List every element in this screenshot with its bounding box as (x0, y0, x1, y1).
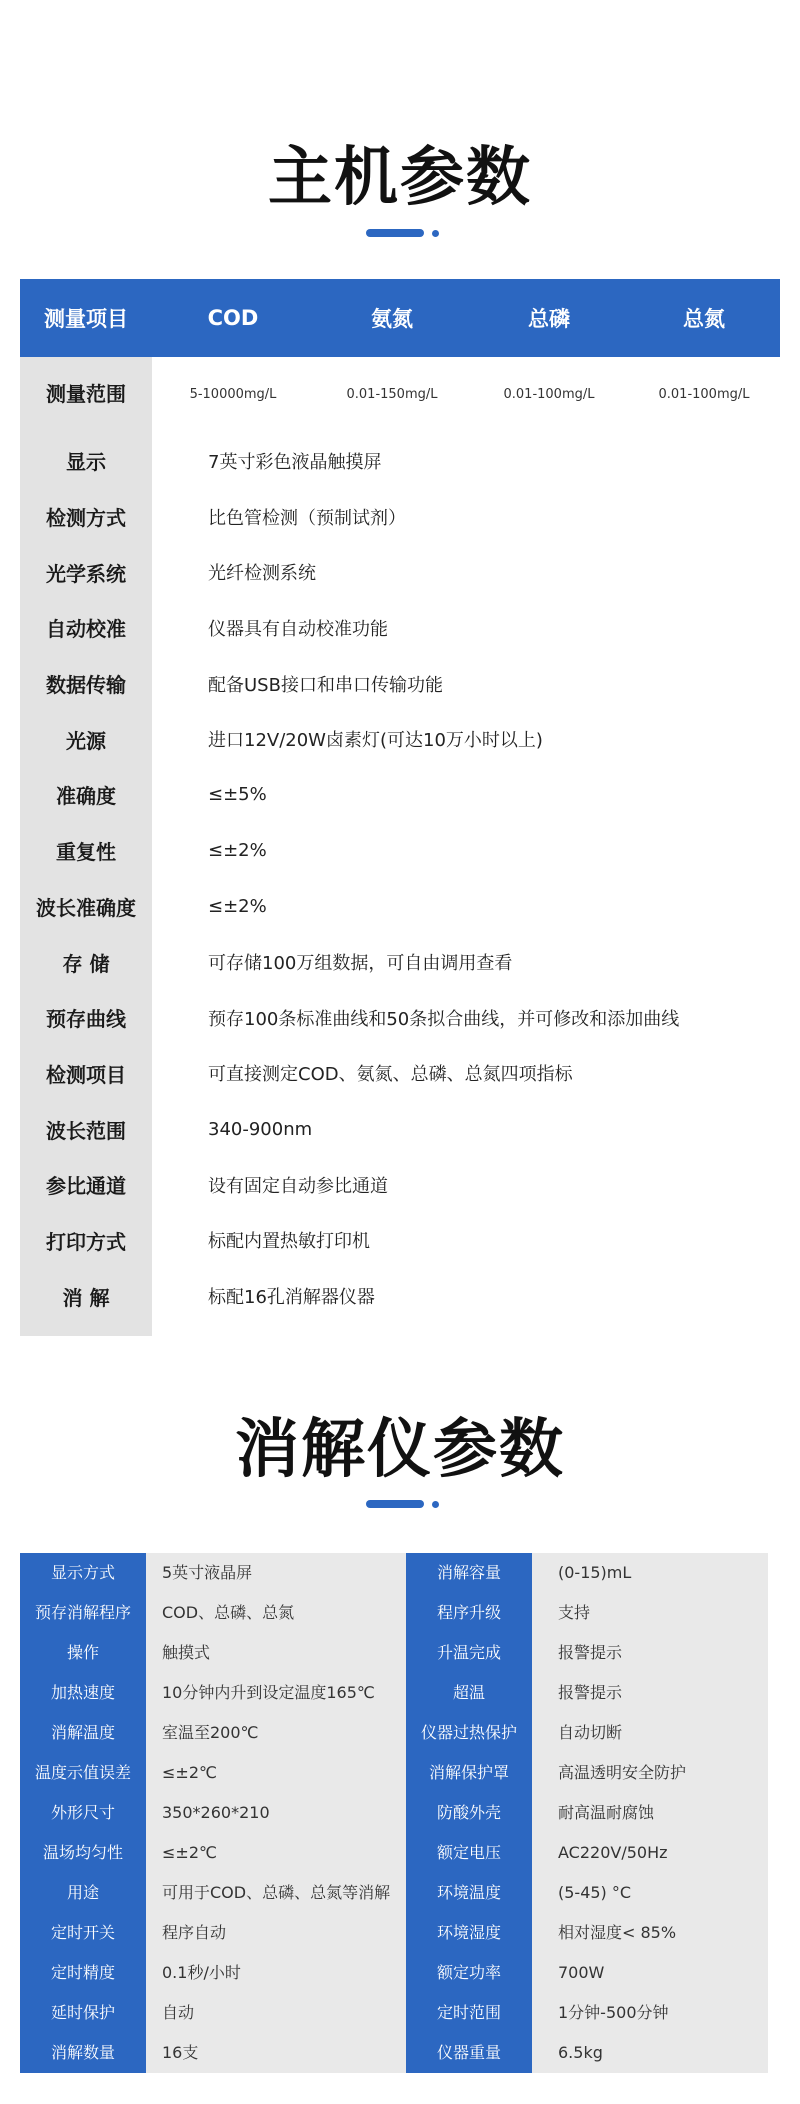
param-label: 定时开关 (20, 1913, 146, 1953)
param-value: 10分钟内升到设定温度165℃ (146, 1673, 406, 1713)
spec-value: 标配内置热敏打印机 (208, 1231, 370, 1253)
table-row (20, 1913, 768, 1953)
spec-label: 波长准确度 (36, 895, 136, 920)
param-value: 1分钟-500分钟 (532, 1993, 768, 2033)
spec-row (20, 711, 780, 767)
table-row (20, 1753, 768, 1793)
param-label: 环境湿度 (406, 1913, 532, 1953)
param-label: 升温完成 (406, 1633, 532, 1673)
table-row (20, 1593, 768, 1633)
param-label: 消解容量 (406, 1553, 532, 1593)
spec-row (20, 544, 780, 600)
param-value: 可用于COD、总磷、总氮等消解 (146, 1873, 406, 1913)
param-label: 仪器过热保护 (406, 1713, 532, 1753)
spec-value: 光纤检测系统 (208, 563, 316, 585)
param-value: COD、总磷、总氮 (146, 1593, 406, 1633)
main-params-title: 主机参数 (268, 141, 532, 215)
header-item-cod: COD (207, 306, 259, 330)
spec-value: 预存100条标准曲线和50条拟合曲线，并可修改和添加曲线 (208, 1008, 680, 1030)
digester-params-title: 消解仪参数 (235, 1413, 565, 1487)
spec-value: ≤±5% (208, 784, 267, 806)
spec-value: ≤±2% (208, 895, 267, 917)
table-row (20, 1873, 768, 1913)
param-label: 额定电压 (406, 1833, 532, 1873)
spec-label: 消 解 (62, 1285, 110, 1310)
range-value-ammonia: 0.01-150mg/L (346, 386, 438, 402)
param-value: (5-45) °C (532, 1873, 768, 1913)
spec-label: 预存曲线 (46, 1007, 126, 1032)
header-item-ammonia: 氨氮 (371, 307, 413, 331)
range-row (20, 357, 780, 431)
param-label: 预存消解程序 (20, 1593, 146, 1633)
param-label: 环境温度 (406, 1873, 532, 1913)
spec-label: 光源 (66, 728, 106, 753)
param-value: 室温至200℃ (146, 1713, 406, 1753)
spec-label: 显示 (66, 450, 106, 475)
spec-label: 重复性 (56, 840, 116, 865)
param-label: 操作 (20, 1633, 146, 1673)
title-divider (366, 229, 442, 237)
param-label: 外形尺寸 (20, 1793, 146, 1833)
spec-row (20, 934, 780, 990)
spec-label: 参比通道 (46, 1174, 126, 1199)
table-row (20, 1993, 768, 2033)
param-value: 0.1秒/小时 (146, 1953, 406, 1993)
param-value: 报警提示 (532, 1633, 768, 1673)
param-value: (0-15)mL (532, 1553, 768, 1593)
spec-label: 自动校准 (46, 617, 126, 642)
spec-row (20, 1157, 780, 1213)
param-value: 700W (532, 1953, 768, 1993)
header-item-nitrogen: 总氮 (683, 307, 725, 331)
spec-row (20, 656, 780, 712)
param-label: 消解保护罩 (406, 1753, 532, 1793)
range-label: 测量范围 (20, 357, 152, 431)
param-label: 防酸外壳 (406, 1793, 532, 1833)
param-label: 显示方式 (20, 1553, 146, 1593)
spec-value: 配备USB接口和串口传输功能 (208, 674, 443, 696)
spec-label: 存 储 (62, 951, 110, 976)
spec-row (20, 1046, 780, 1102)
param-value: 自动 (146, 1993, 406, 2033)
param-value: AC220V/50Hz (532, 1833, 768, 1873)
spec-row (20, 879, 780, 935)
param-value: 耐高温耐腐蚀 (532, 1793, 768, 1833)
param-value: 自动切断 (532, 1713, 768, 1753)
table-row (20, 1633, 768, 1673)
range-value-nitrogen: 0.01-100mg/L (658, 386, 750, 402)
spec-value: 可存储100万组数据，可自由调用查看 (208, 953, 513, 975)
spec-value: 7英寸彩色液晶触摸屏 (208, 451, 382, 473)
spec-row (20, 1213, 780, 1269)
spec-row (20, 990, 780, 1046)
param-value: ≤±2℃ (146, 1753, 406, 1793)
param-label: 加热速度 (20, 1673, 146, 1713)
spec-label: 光学系统 (46, 561, 126, 586)
title-divider (366, 1500, 442, 1508)
range-value-phosphorus: 0.01-100mg/L (503, 386, 595, 402)
spec-label: 打印方式 (46, 1229, 126, 1254)
param-label: 温度示值误差 (20, 1753, 146, 1793)
table-row (20, 1553, 768, 1593)
table-row (20, 1953, 768, 1993)
table-row (20, 1673, 768, 1713)
spec-label: 波长范围 (46, 1118, 126, 1143)
spec-list (20, 431, 780, 1336)
param-label: 消解温度 (20, 1713, 146, 1753)
spec-row (20, 600, 780, 656)
param-label: 额定功率 (406, 1953, 532, 1993)
param-label: 超温 (406, 1673, 532, 1713)
param-value: 相对湿度< 85% (532, 1913, 768, 1953)
param-label: 程序升级 (406, 1593, 532, 1633)
table-header-row (20, 279, 780, 357)
param-label: 温场均匀性 (20, 1833, 146, 1873)
table-row (20, 1833, 768, 1873)
spec-value: ≤±2% (208, 840, 267, 862)
spec-label: 检测项目 (46, 1062, 126, 1087)
table-row (20, 1713, 768, 1753)
spec-row (20, 767, 780, 823)
spec-value: 比色管检测（预制试剂） (208, 507, 406, 529)
spec-row (20, 489, 780, 545)
param-label: 延时保护 (20, 1993, 146, 2033)
param-value: 报警提示 (532, 1673, 768, 1713)
param-label: 用途 (20, 1873, 146, 1913)
spec-row (20, 433, 780, 489)
table-row (20, 1793, 768, 1833)
spec-value: 可直接测定COD、氨氮、总磷、总氮四项指标 (208, 1064, 573, 1086)
param-value: 支持 (532, 1593, 768, 1633)
param-value: 5英寸液晶屏 (146, 1553, 406, 1593)
param-value: 6.5kg (532, 2033, 768, 2073)
spec-row (20, 1268, 780, 1324)
param-value: ≤±2℃ (146, 1833, 406, 1873)
spec-value: 仪器具有自动校准功能 (208, 618, 388, 640)
spec-value: 340-900nm (208, 1118, 313, 1140)
main-params-table (20, 279, 780, 1336)
range-value-cod: 5-10000mg/L (189, 386, 277, 402)
digester-params-table (20, 1553, 768, 2073)
spec-row (20, 823, 780, 879)
param-label: 消解数量 (20, 2033, 146, 2073)
header-item-phosphorus: 总磷 (528, 307, 570, 331)
param-label: 定时精度 (20, 1953, 146, 1993)
param-value: 程序自动 (146, 1913, 406, 1953)
param-value: 高温透明安全防护 (532, 1753, 768, 1793)
table-row (20, 2033, 768, 2073)
spec-label: 数据传输 (46, 673, 126, 698)
spec-label: 检测方式 (46, 506, 126, 531)
spec-value: 标配16孔消解器仪器 (208, 1287, 375, 1309)
header-label: 测量项目 (44, 307, 128, 331)
spec-value: 设有固定自动参比通道 (208, 1175, 388, 1197)
param-label: 定时范围 (406, 1993, 532, 2033)
spec-row (20, 1101, 780, 1157)
spec-label: 准确度 (56, 784, 116, 809)
param-value: 16支 (146, 2033, 406, 2073)
param-label: 仪器重量 (406, 2033, 532, 2073)
spec-value: 进口12V/20W卤素灯(可达10万小时以上) (208, 730, 543, 752)
param-value: 350*260*210 (146, 1793, 406, 1833)
param-value: 触摸式 (146, 1633, 406, 1673)
